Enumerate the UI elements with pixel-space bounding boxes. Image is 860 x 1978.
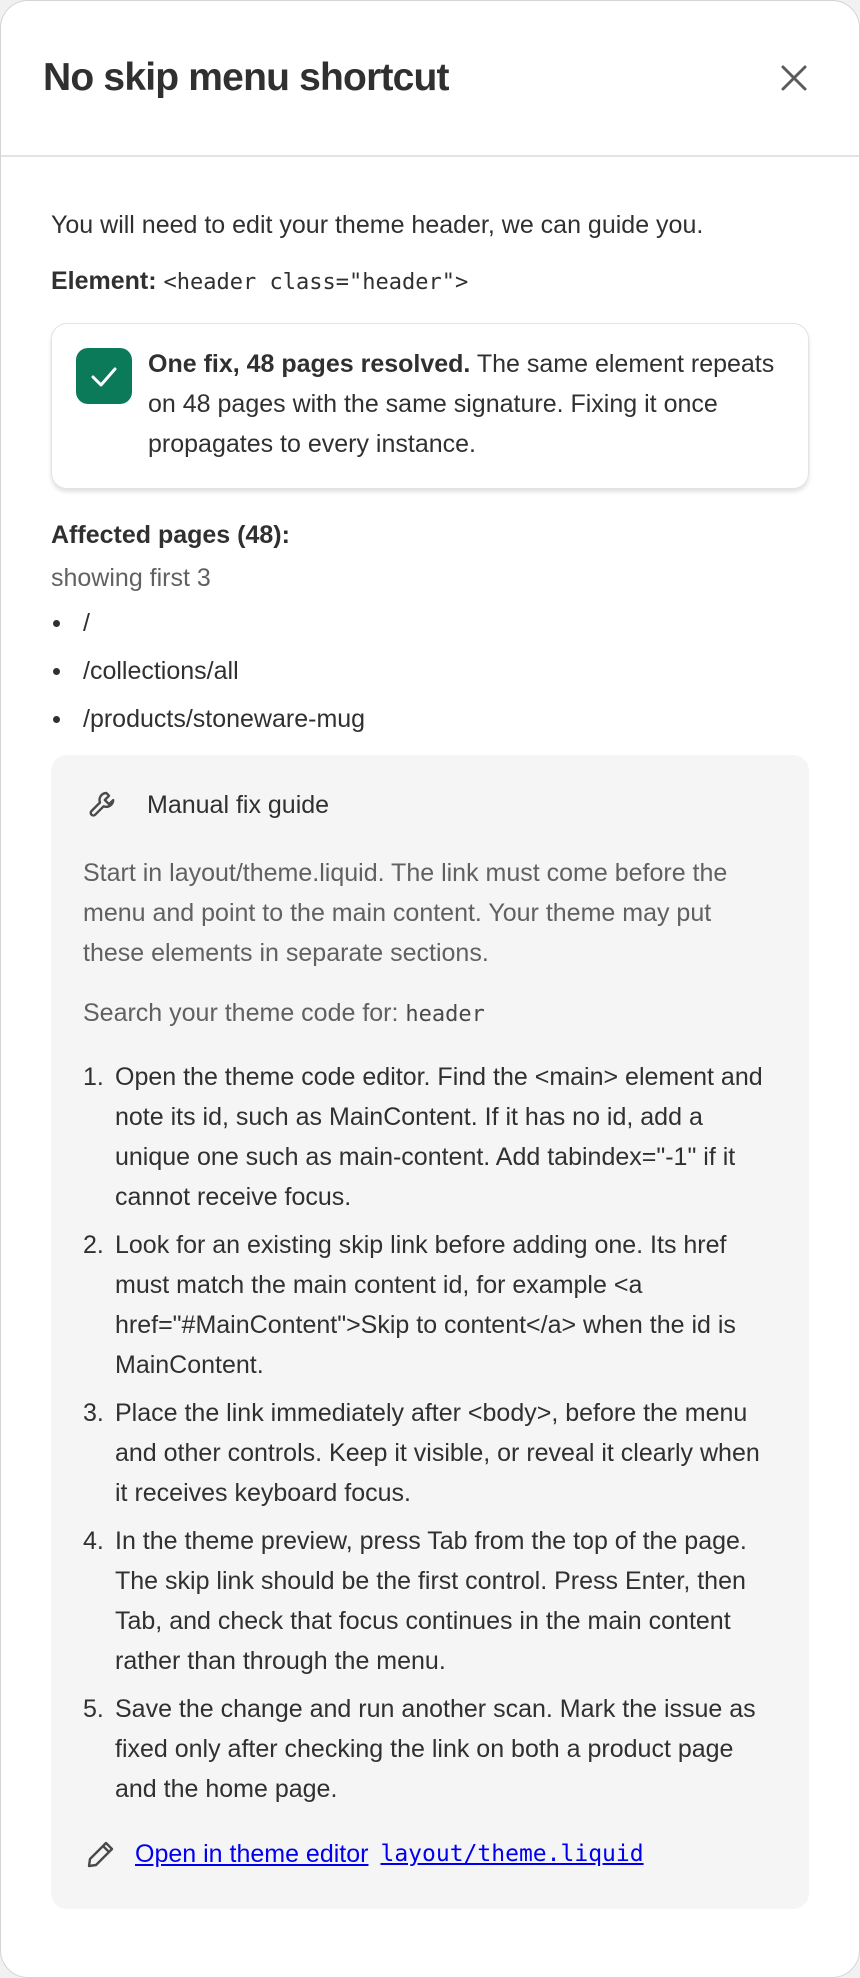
step-text: Look for an existing skip link before adding one. Its href must match the main content id, for example <a href="#MainContent">Skip to content</a> when the id is MainContent. (115, 1231, 736, 1379)
guide-title: Manual fix guide (147, 790, 330, 819)
step-item (83, 1689, 777, 1809)
affected-pages-count-note: showing first 3 (51, 564, 211, 592)
step-item (83, 1057, 777, 1217)
guide-intro: Start in layout/theme.liquid. The link must come before the menu and point to the main content. Your theme may put these elements in separate sections. (83, 859, 728, 967)
element-line (51, 263, 809, 301)
manual-fix-guide (51, 755, 809, 1909)
fix-summary-text (148, 344, 784, 464)
step-number: 2. (83, 1231, 104, 1259)
step-text: In the theme preview, press Tab from the top of the page. The skip link should be the first control. Press Enter, then Tab, and check that focus continues in the main content rather than through the menu. (115, 1527, 747, 1675)
search-hint-label: Search your theme code for: (83, 999, 399, 1027)
affected-pages-title: Affected pages (48): (51, 521, 290, 549)
step-text: Open the theme code editor. Find the <main> element and note its id, such as MainContent. If it has no id, add a unique one such as main-content. Add tabindex="-1" if it cannot receive focus. (115, 1063, 763, 1211)
search-term: header (405, 1002, 485, 1027)
step-number: 3. (83, 1399, 104, 1427)
element-label: Element: (51, 267, 157, 295)
step-text: Save the change and run another scan. Mark the issue as fixed only after checking the link on both a product page and the home page. (115, 1695, 756, 1803)
dialog-body (1, 157, 859, 1909)
theme-editor-link-row (83, 1829, 777, 1879)
close-icon (780, 64, 808, 92)
list-item: / (51, 605, 809, 641)
dialog-header (1, 1, 859, 157)
pencil-icon (81, 1834, 121, 1874)
theme-file-path-link[interactable]: layout/theme.liquid (380, 1841, 644, 1867)
check-badge (76, 348, 132, 404)
step-text: Place the link immediately after <body>, before the menu and other controls. Keep it visible, or reveal it clearly when it receives keyboard focus. (115, 1399, 760, 1507)
step-item (83, 1521, 777, 1681)
close-button[interactable] (769, 53, 819, 103)
open-theme-editor-link[interactable]: Open in theme editor (135, 1839, 369, 1868)
wrench-icon (83, 785, 123, 825)
search-hint (83, 995, 777, 1033)
fix-summary-detail: The same element repeats on 48 pages with the same signature. Fixing it once propagates to every instance. (148, 350, 775, 458)
fix-summary-card (51, 323, 809, 489)
step-number: 4. (83, 1527, 104, 1555)
list-item: /collections/all (51, 653, 809, 689)
dialog-title: No skip menu shortcut (43, 56, 449, 99)
step-number: 1. (83, 1063, 104, 1091)
affected-pages-list (51, 605, 809, 737)
step-item (83, 1393, 777, 1513)
fix-summary-bold: One fix, 48 pages resolved. (148, 350, 471, 378)
checkmark-icon (89, 361, 119, 391)
list-item: /products/stoneware-mug (51, 701, 809, 737)
intro-text: You will need to edit your theme header, we can guide you. (51, 211, 704, 239)
fix-steps (83, 1057, 777, 1809)
step-item (83, 1225, 777, 1385)
step-number: 5. (83, 1695, 104, 1723)
element-code: <header class="header"> (163, 270, 469, 295)
guide-header (83, 777, 777, 833)
